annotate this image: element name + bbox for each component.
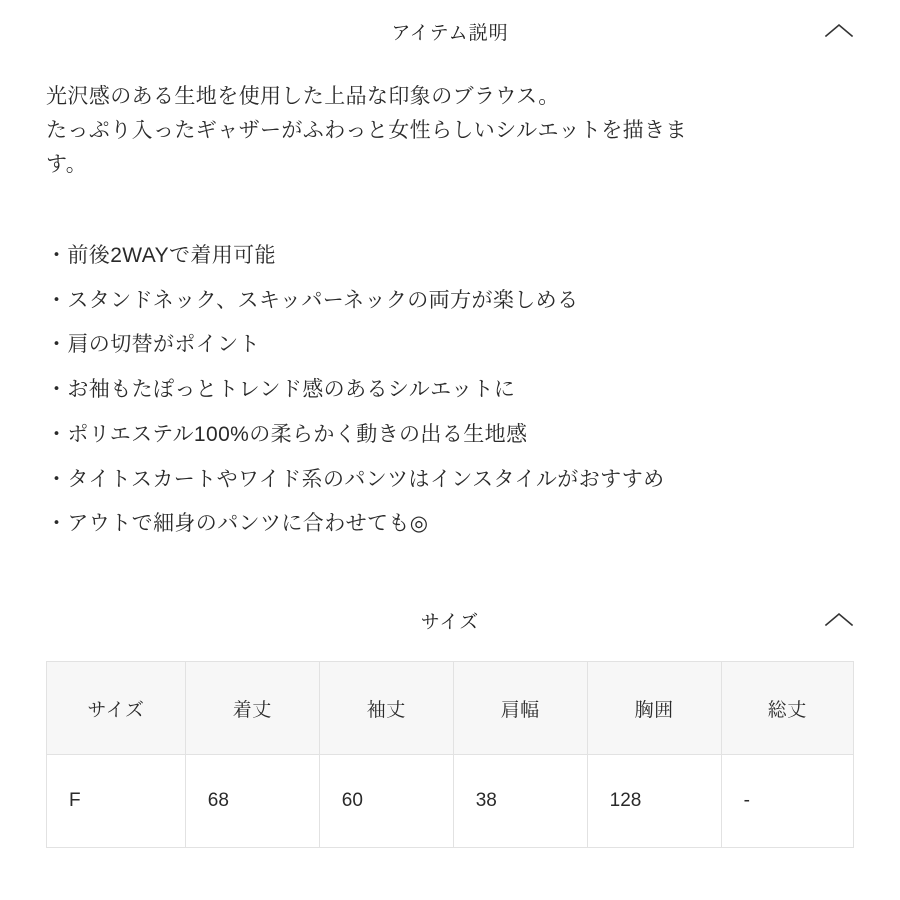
size-section-title: サイズ bbox=[420, 611, 480, 633]
list-item: ・アウトで細身のパンツに合わせても◎ bbox=[46, 512, 429, 536]
list-item: ・お袖もたぽっとトレンド感のあるシルエットに bbox=[46, 378, 516, 402]
table-row bbox=[47, 755, 854, 848]
table-header-cell: サイズ bbox=[47, 662, 186, 755]
size-section-header[interactable] bbox=[0, 589, 900, 651]
item-description-body bbox=[0, 62, 900, 547]
size-section bbox=[0, 589, 900, 848]
chevron-up-icon[interactable] bbox=[822, 603, 856, 637]
list-item: ・前後2WAYで着用可能 bbox=[46, 244, 276, 268]
description-line: す。 bbox=[46, 153, 88, 177]
description-line: 光沢感のある生地を使用した上品な印象のブラウス。 bbox=[46, 85, 560, 108]
table-cell: 38 bbox=[453, 755, 587, 848]
table-header-cell: 胸囲 bbox=[587, 662, 721, 755]
table-cell: 60 bbox=[319, 755, 453, 848]
list-item: ・スタンドネック、スキッパーネックの両方が楽しめる bbox=[46, 288, 579, 312]
table-cell: F bbox=[47, 755, 186, 848]
description-line: たっぷり入ったギャザーがふわっと女性らしいシルエットを描きま bbox=[46, 119, 687, 143]
feature-bullet-list bbox=[46, 234, 854, 547]
chevron-up-icon[interactable] bbox=[822, 14, 856, 48]
item-description-title: アイテム説明 bbox=[391, 22, 509, 44]
table-cell: - bbox=[721, 755, 853, 848]
table-cell: 128 bbox=[587, 755, 721, 848]
table-header-cell: 袖丈 bbox=[319, 662, 453, 755]
table-header-row bbox=[47, 662, 854, 755]
table-header-cell: 総丈 bbox=[721, 662, 853, 755]
list-item: ・ポリエステル100%の柔らかく動きの出る生地感 bbox=[46, 422, 528, 446]
table-header-cell: 着丈 bbox=[185, 662, 319, 755]
item-description-header[interactable] bbox=[0, 0, 900, 62]
list-item: ・肩の切替がポイント bbox=[46, 333, 260, 357]
size-table-wrap bbox=[0, 661, 900, 848]
list-item: ・タイトスカートやワイド系のパンツはインスタイルがおすすめ bbox=[46, 467, 665, 491]
size-table bbox=[46, 661, 854, 848]
table-header-cell: 肩幅 bbox=[453, 662, 587, 755]
table-cell: 68 bbox=[185, 755, 319, 848]
